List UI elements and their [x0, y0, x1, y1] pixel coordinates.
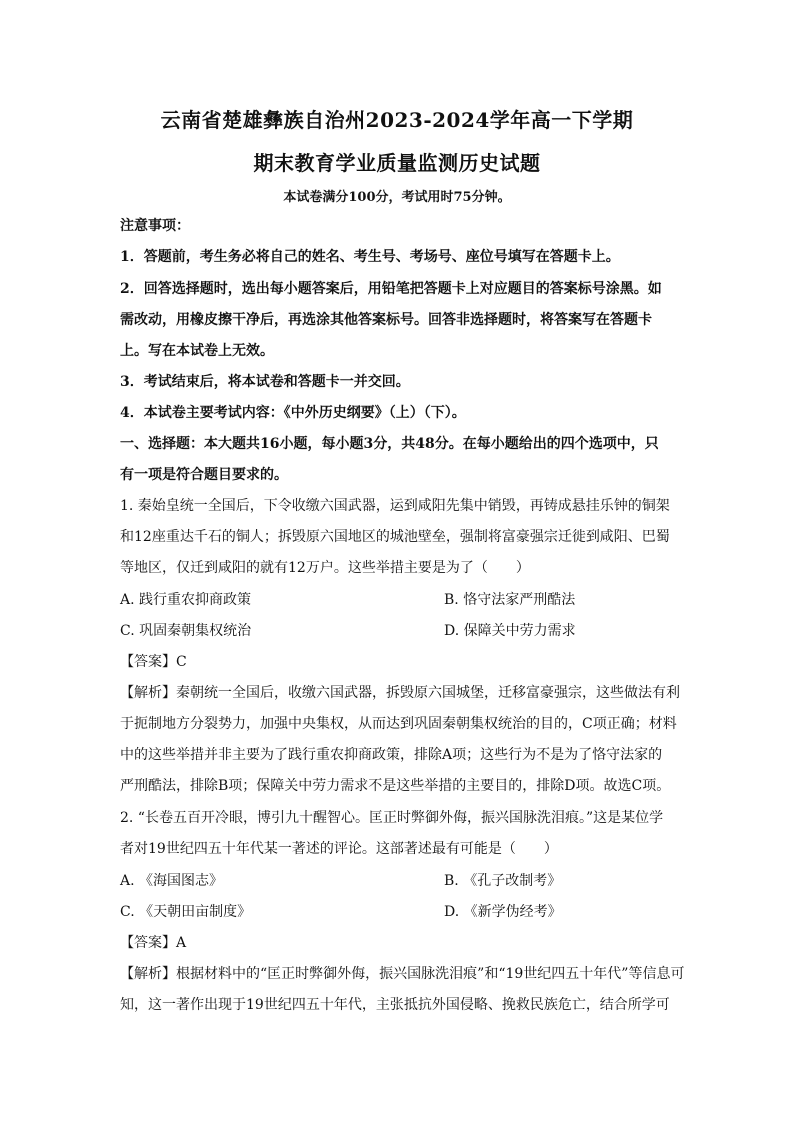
question-stem: 者对19世纪四五十年代某一著述的评论。这部著述最有可能是（ ）	[120, 841, 558, 857]
exam-info: 本试卷满分100分，考试用时75分钟。	[283, 190, 511, 205]
note-item: 需改动，用橡皮擦干净后，再选涂其他答案标号。回答非选择题时，将答案写在答题卡	[120, 312, 652, 328]
note-item: 1．答题前，考生务必将自己的姓名、考生号、考场号、座位号填写在答题卡上。	[120, 249, 620, 265]
option-c: C. 巩固秦朝集权统治	[120, 623, 252, 639]
note-item: 4．本试卷主要考试内容：《中外历史纲要》（上）（下）。	[120, 405, 466, 421]
section-heading: 一、选择题：本大题共16小题，每小题3分，共48分。在每小题给出的四个选项中，只	[120, 436, 659, 452]
option-a: A. 《海国图志》	[120, 873, 224, 889]
option-d: D. 保障关中劳力需求	[444, 623, 576, 639]
note-item: 2．回答选择题时，选出每小题答案后，用铅笔把答题卡上对应题目的答案标号涂黑。如	[120, 281, 662, 297]
analysis-line: 知，这一著作出现于19世纪四五十年代，主张抵抗外国侵略、挽救民族危亡，结合所学可	[120, 997, 670, 1013]
exam-title-line-2: 期末教育学业质量监测历史试题	[253, 151, 541, 175]
exam-title-line-1: 云南省楚雄彝族自治州2023-2024学年高一下学期	[160, 108, 634, 132]
option-a: A. 践行重农抑商政策	[120, 592, 252, 608]
answer: 【答案】C	[120, 654, 187, 670]
note-item: 上。写在本试卷上无效。	[120, 343, 274, 359]
option-d: D. 《新学伪经考》	[444, 904, 562, 920]
question-stem: 1. 秦始皇统一全国后，下令收缴六国武器，运到咸阳先集中销毁，再铸成悬挂乐钟的铜架	[120, 498, 670, 514]
analysis-line: 严刑酷法，排除B项；保障关中劳力需求不是这些举措的主要目的，排除D项。故选C项。	[120, 778, 671, 794]
section-heading-cont: 有一项是符合题目要求的。	[120, 467, 288, 483]
option-b: B. 《孔子改制考》	[444, 873, 562, 889]
option-b: B. 恪守法家严刑酷法	[444, 592, 576, 608]
analysis-line: 于扼制地方分裂势力，加强中央集权，从而达到巩固秦朝集权统治的目的，C项正确；材料	[120, 716, 677, 732]
analysis-line: 【解析】根据材料中的“匡正时弊御外侮，振兴国脉洗泪痕”和“19世纪四五十年代”等信息可	[120, 966, 685, 982]
option-c: C. 《天朝田亩制度》	[120, 904, 252, 920]
analysis-line: 【解析】秦朝统一全国后，收缴六国武器，拆毁原六国城堡，迁移富豪强宗，这些做法有利	[120, 685, 680, 701]
question-stem: 等地区，仅迁到咸阳的就有12万户。这些举措主要是为了（ ）	[120, 560, 530, 576]
question-stem: 和12座重达千石的铜人；拆毁原六国地区的城池壁垒，强制将富豪强宗迁徙到咸阳、巴蜀	[120, 529, 670, 545]
question-stem: 2. “长卷五百开冷眼，博引九十醒智心。匡正时弊御外侮，振兴国脉洗泪痕。”这是某位学	[120, 810, 664, 826]
notes-heading: 注意事项：	[120, 218, 190, 234]
note-item: 3．考试结束后，将本试卷和答题卡一并交回。	[120, 374, 410, 390]
analysis-line: 中的这些举措并非主要为了践行重农抑商政策，排除A项；这些行为不是为了恪守法家的	[120, 747, 663, 763]
answer: 【答案】A	[120, 935, 187, 951]
